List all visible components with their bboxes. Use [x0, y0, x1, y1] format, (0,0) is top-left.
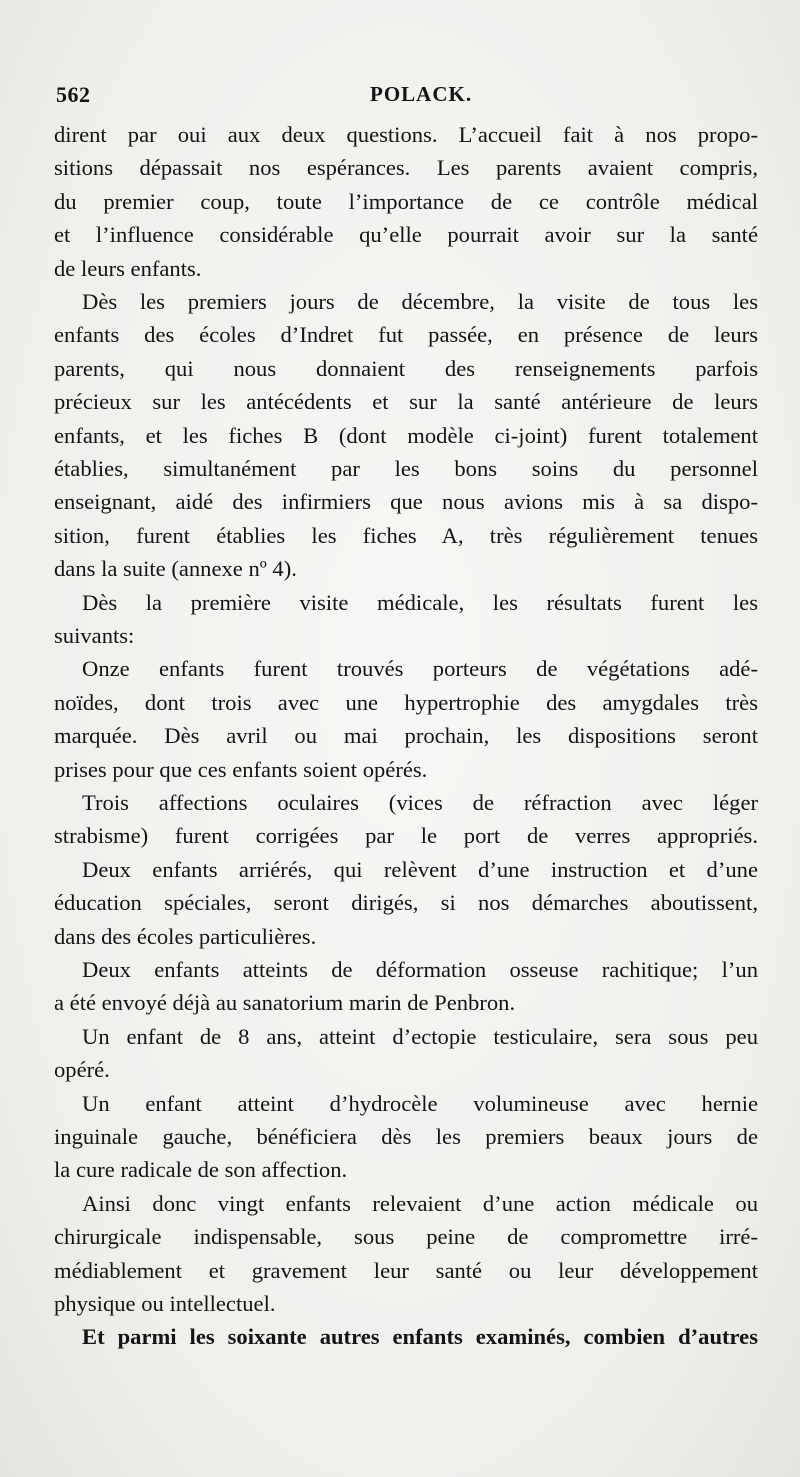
- text-line: physique ou intellectuel.: [54, 1291, 276, 1316]
- text-line: éducation spéciales, seront dirigés, si nos démarches aboutissent,: [54, 890, 758, 916]
- text-line: prises pour que ces enfants soient opérés.: [54, 756, 428, 782]
- text-line: Et parmi les soixante autres enfants examinés, combien d’autres: [82, 1324, 758, 1350]
- text-line: parents, qui nous donnaient des renseignements parfois: [54, 355, 758, 381]
- running-title: POLACK.: [370, 82, 473, 106]
- text-line: enfants, et les fiches B (dont modèle ci-joint) furent totalement: [54, 422, 758, 448]
- text-line: noïdes, dont trois avec une hypertrophie des amygdales très: [54, 689, 758, 715]
- text-line: Un enfant atteint d’hydrocèle volumineuse avec hernie: [82, 1090, 758, 1116]
- text-line: Deux enfants arriérés, qui relèvent d’une instruction et d’une: [82, 856, 758, 882]
- text-line: enseignant, aidé des infirmiers que nous avions mis à sa dispo-: [54, 489, 758, 515]
- text-line: Un enfant de 8 ans, atteint d’ectopie testiculaire, sera sous peu: [82, 1023, 758, 1049]
- text-line: sition, furent établies les fiches A, très régulièrement tenues: [54, 522, 758, 548]
- page-number: 562: [56, 82, 91, 107]
- text-line: inguinale gauche, bénéficiera dès les premiers beaux jours de: [54, 1124, 758, 1149]
- text-line: opéré.: [54, 1057, 110, 1083]
- text-line: du premier coup, toute l’importance de ce contrôle médical: [54, 188, 758, 214]
- text-line: et l’influence considérable qu’elle pourrait avoir sur la santé: [54, 222, 758, 248]
- text-line: la cure radicale de son affection.: [54, 1157, 348, 1183]
- text-line: précieux sur les antécédents et sur la santé antérieure de leurs: [54, 389, 758, 415]
- text-line: Onze enfants furent trouvés porteurs de végétations adé-: [82, 656, 758, 682]
- text-line: Dès la première visite médicale, les résultats furent les: [82, 589, 758, 615]
- text-line: Ainsi donc vingt enfants relevaient d’une action médicale ou: [82, 1190, 758, 1216]
- text-line: a été envoyé déjà au sanatorium marin de Penbron.: [54, 990, 516, 1016]
- text-line: Deux enfants atteints de déformation osseuse rachitique; l’un: [82, 957, 758, 982]
- text-line: dans la suite (annexe nº 4).: [54, 556, 297, 582]
- text-line: strabisme) furent corrigées par le port de verres appropriés.: [54, 823, 758, 849]
- text-line: sitions dépassait nos espérances. Les parents avaient compris,: [54, 155, 758, 181]
- text-line: suivants:: [54, 623, 135, 648]
- text-line: médiablement et gravement leur santé ou leur développement: [54, 1257, 758, 1283]
- running-head: [56, 82, 756, 112]
- text-line: établies, simultanément par les bons soins du personnel: [54, 456, 758, 481]
- text-line: dans des écoles particulières.: [54, 923, 317, 949]
- text-line: Trois affections oculaires (vices de réfraction avec léger: [82, 790, 758, 815]
- text-line: marquée. Dès avril ou mai prochain, les dispositions seront: [54, 723, 758, 749]
- text-line: de leurs enfants.: [54, 255, 202, 281]
- text-line: dirent par oui aux deux questions. L’accueil fait à nos propo-: [54, 122, 758, 147]
- text-line: Dès les premiers jours de décembre, la visite de tous les: [82, 289, 758, 314]
- text-line: chirurgicale indispensable, sous peine de compromettre irré-: [54, 1224, 758, 1250]
- text-line: enfants des écoles d’Indret fut passée, en présence de leurs: [54, 322, 758, 348]
